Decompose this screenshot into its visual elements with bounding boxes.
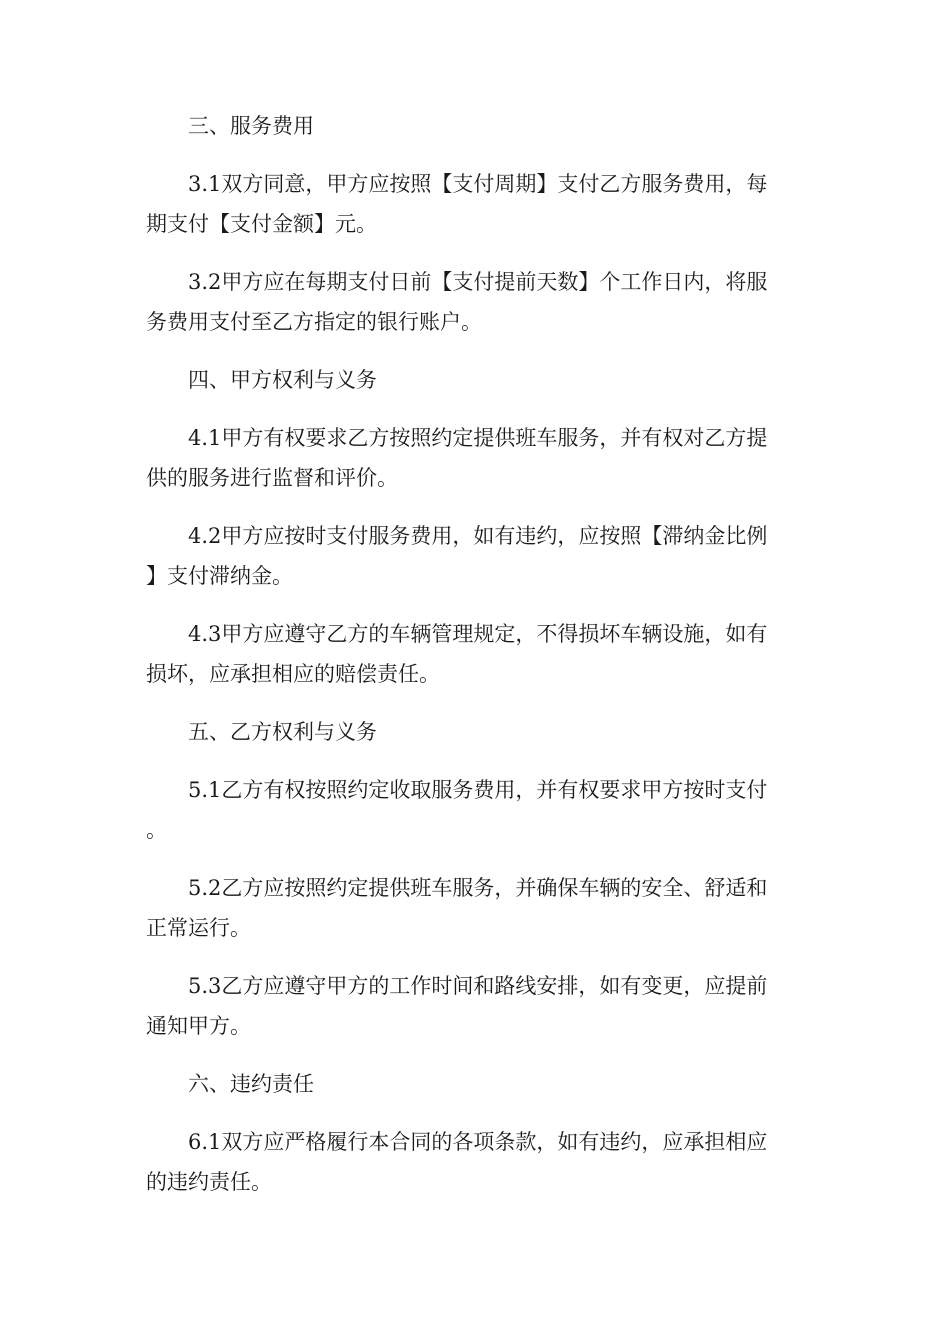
section-heading	[146, 712, 806, 752]
section-heading	[146, 106, 806, 146]
paragraph-line: 6.1双方应严格履行本合同的各项条款，如有违约，应承担相应	[188, 1130, 768, 1154]
paragraph-line: 的违约责任。	[146, 1170, 272, 1194]
clause-paragraph	[146, 262, 806, 342]
paragraph-line: 供的服务进行监督和评价。	[146, 466, 398, 490]
heading-line: 五、乙方权利与义务	[188, 720, 377, 744]
paragraph-line: 正常运行。	[146, 916, 251, 940]
paragraph-line: 务费用支付至乙方指定的银行账户。	[146, 310, 482, 334]
clause-paragraph	[146, 868, 806, 948]
paragraph-line: 4.1甲方有权要求乙方按照约定提供班车服务，并有权对乙方提	[188, 426, 768, 450]
clause-paragraph	[146, 770, 806, 850]
paragraph-line: 5.2乙方应按照约定提供班车服务，并确保车辆的安全、舒适和	[188, 876, 768, 900]
clause-paragraph	[146, 1122, 806, 1202]
section-heading	[146, 1064, 806, 1104]
clause-paragraph	[146, 164, 806, 244]
clause-paragraph	[146, 418, 806, 498]
paragraph-line: 5.1乙方有权按照约定收取服务费用，并有权要求甲方按时支付	[188, 778, 768, 802]
paragraph-line: 期支付【支付金额】元。	[146, 212, 377, 236]
heading-line: 六、违约责任	[188, 1072, 314, 1096]
paragraph-line: 3.1双方同意，甲方应按照【支付周期】支付乙方服务费用，每	[188, 172, 768, 196]
clause-paragraph	[146, 966, 806, 1046]
paragraph-line: 。	[146, 818, 167, 842]
document-body	[146, 106, 806, 1202]
section-heading	[146, 360, 806, 400]
paragraph-line: 通知甲方。	[146, 1014, 251, 1038]
paragraph-line: 5.3乙方应遵守甲方的工作时间和路线安排，如有变更，应提前	[188, 974, 768, 998]
heading-line: 三、服务费用	[188, 114, 314, 138]
paragraph-line: 3.2甲方应在每期支付日前【支付提前天数】个工作日内，将服	[188, 270, 768, 294]
heading-line: 四、甲方权利与义务	[188, 368, 377, 392]
paragraph-line: 损坏，应承担相应的赔偿责任。	[146, 662, 440, 686]
paragraph-line: 】支付滞纳金。	[146, 564, 293, 588]
paragraph-line: 4.3甲方应遵守乙方的车辆管理规定，不得损坏车辆设施，如有	[188, 622, 768, 646]
clause-paragraph	[146, 516, 806, 596]
paragraph-line: 4.2甲方应按时支付服务费用，如有违约，应按照【滞纳金比例	[188, 524, 768, 548]
clause-paragraph	[146, 614, 806, 694]
